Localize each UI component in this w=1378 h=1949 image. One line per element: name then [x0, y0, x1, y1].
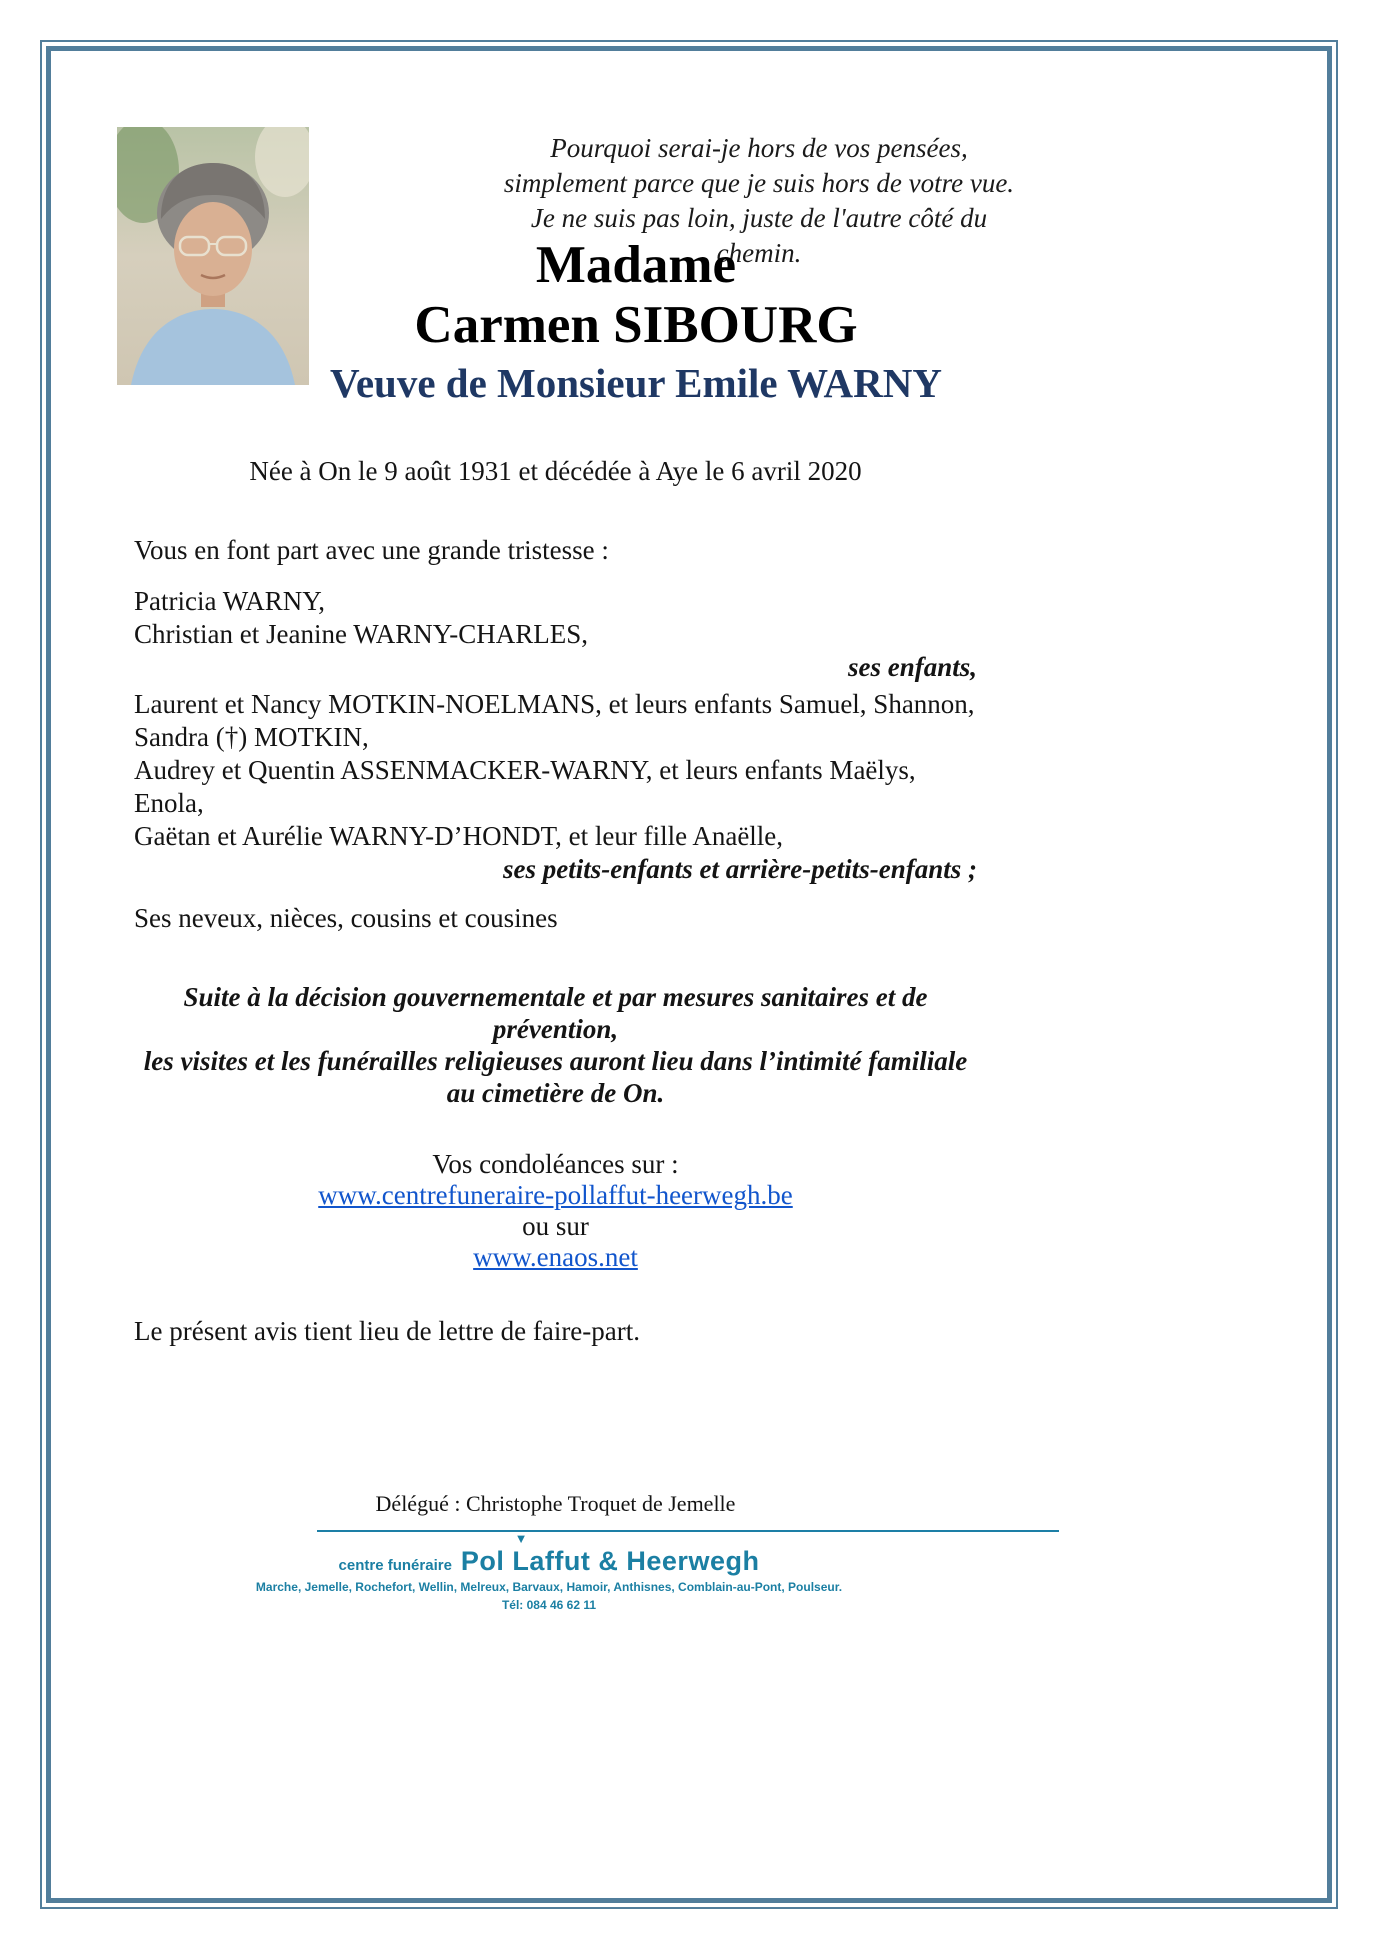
funeral-home-logo — [179, 1532, 919, 1613]
page-title — [51, 235, 1221, 409]
condolence-link-secondary[interactable]: www.enaos.net — [473, 1242, 638, 1272]
brand-prefix: centre funéraire — [338, 1557, 452, 1574]
footer-section — [51, 1530, 1327, 1613]
header-section — [51, 51, 1327, 451]
epitaph-line-2: simplement parce que je suis hors de votre vue. — [503, 168, 1015, 198]
page-content — [51, 51, 1327, 1898]
announcement-body — [134, 455, 977, 1518]
condolence-link-primary[interactable]: www.centrefuneraire-pollaffut-heerwegh.be — [318, 1180, 793, 1210]
logo-mark-icon: ▼ — [514, 1531, 528, 1546]
notice-line-2: les visites et les funérailles religieuses auront lieu dans l’intimité familiale — [143, 1046, 968, 1076]
epitaph-line-3: Je ne suis pas loin, juste de l'autre côté du chemin. — [530, 203, 988, 268]
phone-line: Tél: 084 46 62 11 — [501, 1598, 597, 1612]
dates-line: Née à On le 9 août 1931 et décédée à Aye le 6 avril 2020 — [249, 456, 862, 486]
title-salutation: Madame — [535, 236, 737, 294]
notice-line-3: au cimetière de On. — [446, 1078, 665, 1108]
grandchild-line: Sandra (†) MOTKIN, — [134, 722, 369, 752]
relatives-line: Ses neveux, nièces, cousins et cousines — [134, 903, 558, 933]
condolences-section — [134, 1149, 977, 1273]
child-line: Christian et Jeanine WARNY-CHARLES, — [134, 619, 588, 649]
covid-notice — [134, 981, 977, 1109]
delegate-line: Délégué : Christophe Troquet de Jemelle — [375, 1491, 736, 1516]
children-label: ses enfants, — [847, 652, 977, 682]
title-widow-line: Veuve de Monsieur Emile WARNY — [330, 360, 942, 406]
epitaph-line-1: Pourquoi serai-je hors de vos pensées, — [550, 133, 968, 163]
intro-line: Vous en font part avec une grande tristesse : — [134, 535, 609, 565]
condolence-or-label: ou sur — [522, 1211, 589, 1241]
notice-line-1: Suite à la décision gouvernementale et par mesures sanitaires et de prévention, — [183, 982, 928, 1044]
locations-line: Marche, Jemelle, Rochefort, Wellin, Melreux, Barvaux, Hamoir, Anthisnes, Comblain-au-Pont, Poulseur. — [255, 1580, 843, 1594]
children-block — [134, 585, 977, 651]
title-name: Carmen SIBOURG — [414, 296, 858, 354]
grandchild-line: Audrey et Quentin ASSENMACKER-WARNY, et leurs enfants Maëlys, Enola, — [134, 755, 916, 818]
condolences-intro: Vos condoléances sur : — [432, 1149, 679, 1179]
grandchildren-block — [134, 688, 977, 853]
page-frame — [40, 40, 1338, 1909]
closing-line: Le présent avis tient lieu de lettre de faire-part. — [134, 1316, 641, 1346]
brand-name: Pol Laffut & Heerwegh — [460, 1546, 760, 1576]
page-frame-inner — [46, 46, 1332, 1903]
grandchild-line: Laurent et Nancy MOTKIN-NOELMANS, et leurs enfants Samuel, Shannon, — [134, 689, 975, 719]
grandchild-line: Gaëtan et Aurélie WARNY-D’HONDT, et leur fille Anaëlle, — [134, 821, 784, 851]
child-line: Patricia WARNY, — [134, 586, 325, 616]
grandchildren-label: ses petits-enfants et arrière-petits-enfants ; — [503, 854, 977, 884]
